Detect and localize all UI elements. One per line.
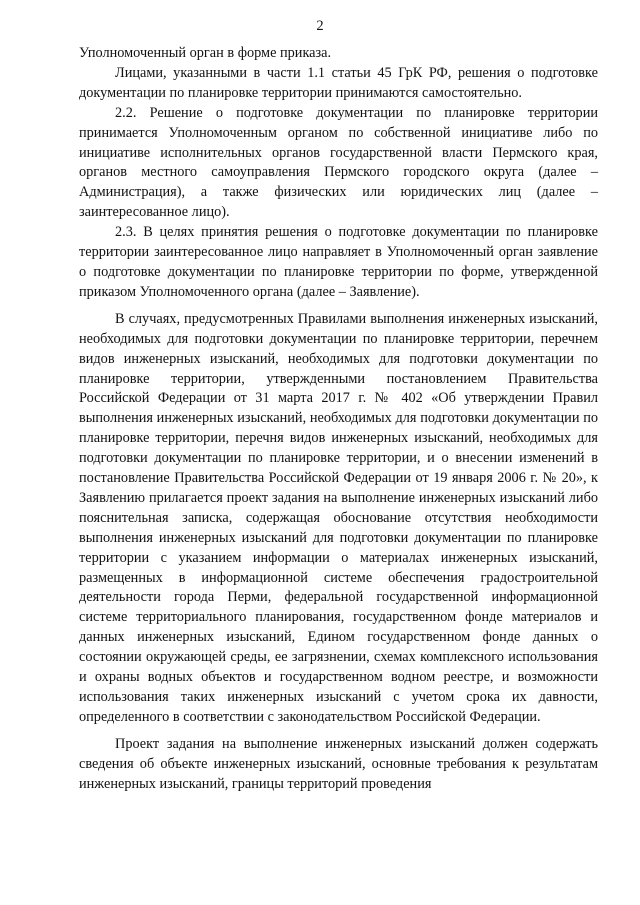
- document-body: [79, 44, 598, 795]
- paragraph: Лицами, указанными в части 1.1 статьи 45 ГрК РФ, решения о подготовке документации по планировке территории принимаются самостоятельно.: [79, 64, 598, 101]
- paragraph: 2.3. В целях принятия решения о подготовке документации по планировке территории заинтересованное лицо направляет в Уполномоченный орган заявление о подготовке документации по планировке территории по форме, утвержденной приказом Уполномоченного органа (далее – Заявление).: [79, 224, 598, 300]
- paragraph: В случаях, предусмотренных Правилами выполнения инженерных изысканий, необходимых для подготовки документации по планировке территории, перечнем видов инженерных изысканий, необходимых для подготовки документации по планировке территории, утвержденными постановлением Правительства Российской Федерации от 31 марта 2017 г. № 402 «Об утверждении Правил выполнения инженерных изысканий, необходимых для подготовки документации по планировке территории, перечня видов инженерных изысканий, необходимых для подготовки документации по планировке территории, и о внесении изменений в постановление Правительства Российской Федерации от 19 января 2006 г. № 20», к Заявлению прилагается проект задания на выполнение инженерных изысканий либо пояснительная записка, содержащая обоснование отсутствия необходимости выполнения инженерных изысканий для подготовки документации по планировке территории с указанием информации о материалах инженерных изысканий, размещенных в информационной системе обеспечения градостроительной деятельности города Перми, федеральной государственной информационной системе территориального планирования, государственном фонде материалов и данных инженерных изысканий, Едином государственном фонде данных о состоянии окружающей среды, ее загрязнении, схемах комплексного использования и охраны водных объектов и государственном водном реестре, и возможности использования таких инженерных изысканий с учетом срока их давности, определенного в соответствии с законодательством Российской Федерации.: [79, 310, 598, 725]
- paragraph: Проект задания на выполнение инженерных изысканий должен содержать сведения об объекте инженерных изысканий, основные требования к результатам инженерных изысканий, границы территорий проведения: [79, 735, 598, 792]
- paragraph: 2.2. Решение о подготовке документации по планировке территории принимается Уполномоченным органом по собственной инициативе либо по инициативе исполнительных органов государственной власти Пермского края, органов местного самоуправления Пермского городского округа (далее – Администрация), а также физических или юридических лиц (далее – заинтересованное лицо).: [79, 104, 598, 221]
- page-number: 2: [316, 18, 324, 34]
- paragraph: Уполномоченный орган в форме приказа.: [79, 45, 332, 61]
